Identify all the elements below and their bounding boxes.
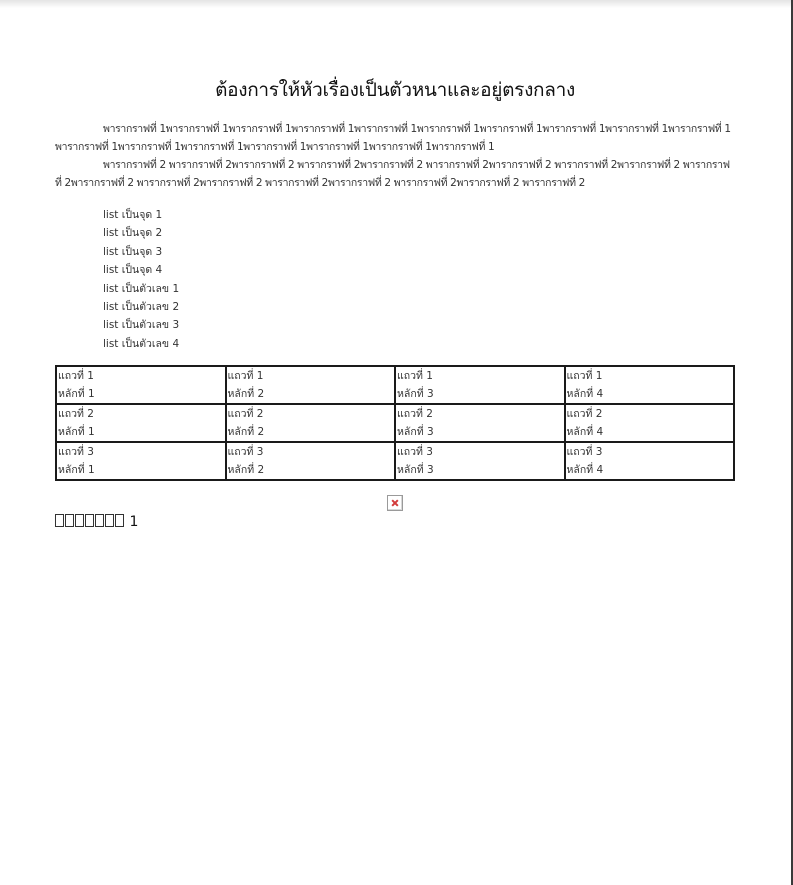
cell-col-label: หลักที่ 4 xyxy=(566,426,604,439)
list-item: list เป็นตัวเลข 3 xyxy=(103,319,180,332)
paragraph-2: พารากราฟที่ 2 พารากราฟที่ 2พารากราฟที่ 2 พารากราฟที่ 2พารากราฟที่ 2 พารากราฟที่ 2พารากราฟที่ 2 พารากราฟที่ 2พารากราฟที่ 2 พารากราฟที่ 2พารากราฟที่ 2 พารากราฟที่ 2พารากราฟที่ 2 พารากราฟที่ 2พารากราฟที่ 2 พารากราฟที่ 2พารากราฟที่ 2 พารากราฟที่ 2 xyxy=(55,159,730,189)
cell-row-label: แถวที่ 3 xyxy=(566,446,603,459)
cell-col-label: หลักที่ 1 xyxy=(58,464,95,477)
document-page xyxy=(55,76,735,531)
table-row xyxy=(56,366,734,404)
cell-row-label: แถวที่ 3 xyxy=(58,446,94,459)
table-cell xyxy=(226,404,396,442)
cell-row-label: แถวที่ 1 xyxy=(58,370,94,383)
list-item: list เป็นจุด 3 xyxy=(103,245,163,258)
cell-col-label: หลักที่ 1 xyxy=(58,388,95,401)
table-row xyxy=(56,442,734,480)
table-cell xyxy=(395,366,565,404)
list-item: list เป็นจุด 1 xyxy=(103,209,163,221)
table-cell xyxy=(56,366,226,404)
missing-glyph-icon xyxy=(65,514,74,527)
missing-glyph-icon xyxy=(95,514,104,527)
cell-col-label: หลักที่ 2 xyxy=(227,426,265,439)
missing-glyphs xyxy=(55,514,125,530)
table-cell xyxy=(226,442,396,480)
list-item: list เป็นตัวเลข 2 xyxy=(103,301,180,314)
cell-col-label: หลักที่ 4 xyxy=(566,388,604,401)
cell-row-label: แถวที่ 1 xyxy=(227,370,264,383)
table-cell xyxy=(56,404,226,442)
cell-row-label: แถวที่ 1 xyxy=(397,370,433,383)
missing-glyph-icon xyxy=(105,514,114,527)
table-cell xyxy=(56,442,226,480)
list-item: list เป็นจุด 2 xyxy=(103,227,163,240)
image-container xyxy=(55,495,735,513)
table-cell xyxy=(565,366,735,404)
missing-glyph-icon xyxy=(55,514,64,527)
missing-glyph-icon xyxy=(75,514,84,527)
cell-row-label: แถวที่ 2 xyxy=(58,408,94,421)
missing-glyph-icon xyxy=(85,514,94,527)
top-shadow xyxy=(0,0,791,8)
cell-col-label: หลักที่ 3 xyxy=(397,426,434,439)
cell-row-label: แถวที่ 2 xyxy=(566,408,603,421)
cell-col-label: หลักที่ 1 xyxy=(58,426,95,439)
cell-row-label: แถวที่ 2 xyxy=(397,408,433,421)
list-item: list เป็นจุด 4 xyxy=(103,264,163,277)
cell-row-label: แถวที่ 1 xyxy=(566,370,603,383)
data-table xyxy=(55,365,735,481)
cell-row-label: แถวที่ 2 xyxy=(227,408,264,421)
table-cell xyxy=(395,442,565,480)
caption-number: 1 xyxy=(129,514,139,531)
table-cell xyxy=(226,366,396,404)
table-cell xyxy=(565,404,735,442)
document-title: ต้องการให้หัวเรื่องเป็นตัวหนาและอยู่ตรงกลาง xyxy=(215,79,575,101)
missing-glyph-icon xyxy=(115,514,124,527)
list-item: list เป็นตัวเลข 1 xyxy=(103,282,180,295)
cell-col-label: หลักที่ 2 xyxy=(227,464,265,477)
cell-col-label: หลักที่ 4 xyxy=(566,464,604,477)
cell-col-label: หลักที่ 3 xyxy=(397,464,434,477)
image-caption xyxy=(55,513,735,531)
cell-row-label: แถวที่ 3 xyxy=(227,446,264,459)
table-row xyxy=(56,404,734,442)
list xyxy=(103,206,735,353)
cell-col-label: หลักที่ 2 xyxy=(227,388,265,401)
paragraph-1: พารากราฟที่ 1พารากราฟที่ 1พารากราฟที่ 1พารากราฟที่ 1พารากราฟที่ 1พารากราฟที่ 1พารากราฟที่ 1พารากราฟที่ 1พารากราฟที่ 1พารากราฟที่ 1พารากราฟที่ 1พารากราฟที่ 1พารากราฟที่ 1พารากราฟที่ 1พารากราฟที่ 1พารากราฟที่ 1พารากราฟที่ 1 xyxy=(55,123,731,153)
list-item: list เป็นตัวเลข 4 xyxy=(103,337,180,350)
table-cell xyxy=(565,442,735,480)
cell-row-label: แถวที่ 3 xyxy=(397,446,433,459)
table-cell xyxy=(395,404,565,442)
broken-image-icon xyxy=(387,495,403,511)
cell-col-label: หลักที่ 3 xyxy=(397,388,434,401)
